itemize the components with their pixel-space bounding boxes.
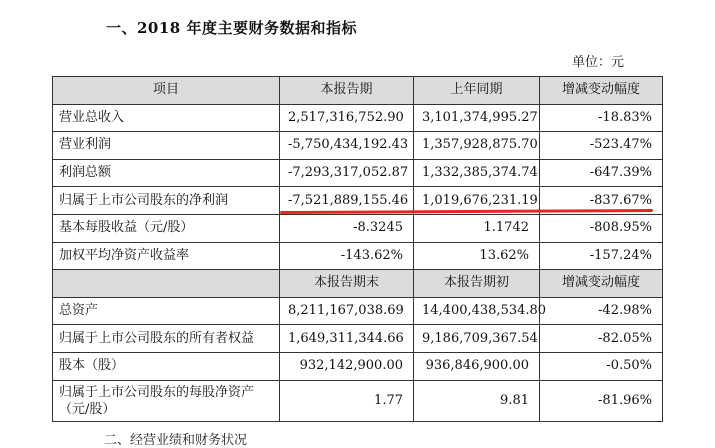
table-header-row: [53, 77, 663, 105]
change-value: -0.50%: [540, 352, 663, 380]
change-value: -81.96%: [540, 380, 663, 421]
prior-value: 1.1742: [414, 214, 540, 242]
table-row: [53, 132, 663, 160]
row-label: 归属于上市公司股东的净利润: [53, 187, 280, 215]
current-value: 8,211,167,038.69: [280, 297, 414, 325]
next-section-heading: 二、经营业绩和财务状况: [104, 433, 248, 448]
row-label: 归属于上市公司股东的每股净资产（元/股）: [53, 380, 280, 421]
table-row: [53, 104, 663, 132]
header-change: 增减变动幅度: [540, 77, 663, 105]
current-value: -143.62%: [280, 242, 414, 270]
prior-value: 1,019,676,231.19: [414, 187, 540, 215]
row-label: 营业总收入: [53, 104, 280, 132]
table-row: [53, 325, 663, 353]
table-row: [53, 242, 663, 270]
prior-value: 9,186,709,367.54: [414, 325, 540, 353]
current-value: -7,293,317,052.87: [280, 159, 414, 187]
change-value: -18.83%: [540, 104, 663, 132]
subheader-change: 增减变动幅度: [540, 270, 663, 298]
section-title: 一、2018 年度主要财务数据和指标: [106, 19, 357, 37]
prior-value: 1,332,385,374.74: [414, 159, 540, 187]
row-label: 利润总额: [53, 159, 280, 187]
header-prior-period: 上年同期: [414, 77, 540, 105]
unit-label: 单位：元: [572, 55, 625, 70]
current-value: 1.77: [280, 380, 414, 421]
subheader-blank: [53, 270, 280, 298]
prior-value: 3,101,374,995.27: [414, 104, 540, 132]
financial-data-table: [52, 76, 663, 422]
prior-value: 1,357,928,875.70: [414, 132, 540, 160]
change-value: -523.47%: [540, 132, 663, 160]
change-value: -837.67%: [540, 187, 663, 215]
current-value: -7,521,889,155.46: [280, 187, 414, 215]
current-value: 932,142,900.00: [280, 352, 414, 380]
current-value: -5,750,434,192.43: [280, 132, 414, 160]
table-subheader-row: [53, 270, 663, 298]
row-label: 营业利润: [53, 132, 280, 160]
change-value: -647.39%: [540, 159, 663, 187]
header-item: 项目: [53, 77, 280, 105]
table-row: [53, 214, 663, 242]
row-label: 股本（股）: [53, 352, 280, 380]
subheader-period-start: 本报告期初: [414, 270, 540, 298]
table-row: [53, 352, 663, 380]
prior-value: 936,846,900.00: [414, 352, 540, 380]
subheader-period-end: 本报告期末: [280, 270, 414, 298]
row-label: 总资产: [53, 297, 280, 325]
prior-value: 9.81: [414, 380, 540, 421]
row-label: 归属于上市公司股东的所有者权益: [53, 325, 280, 353]
prior-value: 13.62%: [414, 242, 540, 270]
change-value: -42.98%: [540, 297, 663, 325]
header-current-period: 本报告期: [280, 77, 414, 105]
prior-value: 14,400,438,534.80: [414, 297, 540, 325]
change-value: -157.24%: [540, 242, 663, 270]
current-value: 1,649,311,344.66: [280, 325, 414, 353]
table-row: [53, 159, 663, 187]
table-row: [53, 297, 663, 325]
change-value: -82.05%: [540, 325, 663, 353]
change-value: -808.95%: [540, 214, 663, 242]
table-row: [53, 380, 663, 421]
current-value: 2,517,316,752.90: [280, 104, 414, 132]
row-label: 基本每股收益（元/股）: [53, 214, 280, 242]
row-label: 加权平均净资产收益率: [53, 242, 280, 270]
current-value: -8.3245: [280, 214, 414, 242]
